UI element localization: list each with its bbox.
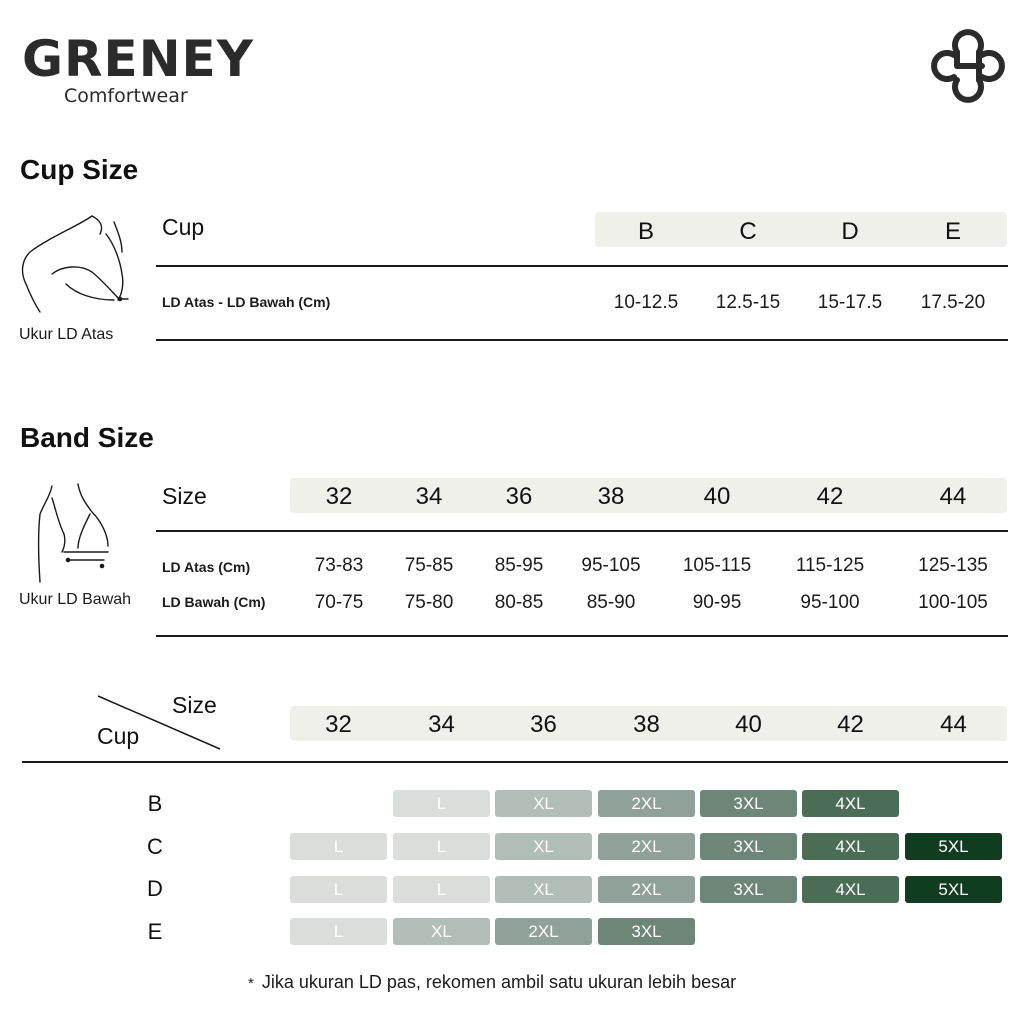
band-atas-36: 85-95 bbox=[494, 555, 544, 576]
matrix-cell-b-42: 4XL bbox=[802, 790, 899, 817]
matrix-cup-e: E bbox=[147, 919, 163, 944]
band-atas-34: 75-85 bbox=[404, 555, 454, 576]
band-bawah-38: 85-90 bbox=[586, 592, 636, 613]
footnote-text: Jika ukuran LD pas, rekomen ambil satu ukuran lebih besar bbox=[261, 972, 737, 992]
band-bawah-36: 80-85 bbox=[494, 592, 544, 613]
matrix-cell-c-44: 5XL bbox=[905, 833, 1002, 860]
band-bawah-42: 95-100 bbox=[800, 592, 860, 613]
matrix-cell-b-38: 2XL bbox=[598, 790, 695, 817]
matrix-cell-c-42: 4XL bbox=[802, 833, 899, 860]
matrix-cell-b-34: L bbox=[393, 790, 490, 817]
matrix-size-label: Size bbox=[172, 692, 217, 718]
band-header-40: 40 bbox=[703, 483, 731, 510]
band-bawah-44: 100-105 bbox=[918, 592, 988, 613]
cup-value-d: 15-17.5 bbox=[817, 292, 883, 313]
cup-bottom-divider bbox=[156, 339, 1008, 341]
band-header-44: 44 bbox=[939, 483, 967, 510]
matrix-header-44: 44 bbox=[940, 711, 967, 738]
cup-header-label: Cup bbox=[162, 214, 205, 240]
footnote-marker: * bbox=[248, 975, 254, 992]
matrix-cup-b: B bbox=[147, 791, 163, 816]
matrix-cell-b-40: 3XL bbox=[700, 790, 797, 817]
matrix-cup-label: Cup bbox=[97, 723, 140, 749]
cup-value-e: 17.5-20 bbox=[920, 292, 986, 313]
cup-header-b: B bbox=[637, 218, 654, 245]
band-atas-44: 125-135 bbox=[918, 555, 988, 576]
matrix-cell-c-34: L bbox=[393, 833, 490, 860]
matrix-header-32: 32 bbox=[325, 711, 352, 738]
band-bawah-32: 70-75 bbox=[314, 592, 364, 613]
band-atas-38: 95-105 bbox=[581, 555, 641, 576]
matrix-cell-d-42: 4XL bbox=[802, 876, 899, 903]
matrix-header-36: 36 bbox=[530, 711, 557, 738]
band-bawah-40: 90-95 bbox=[692, 592, 742, 613]
matrix-cell-d-38: 2XL bbox=[598, 876, 695, 903]
band-bawah-34: 75-80 bbox=[404, 592, 454, 613]
matrix-cell-e-34: XL bbox=[393, 918, 490, 945]
band-measure-illustration bbox=[30, 482, 120, 584]
matrix-cell-c-32: L bbox=[290, 833, 387, 860]
cup-value-c: 12.5-15 bbox=[715, 292, 781, 313]
cup-size-title: Cup Size bbox=[20, 154, 139, 185]
matrix-cell-e-36: 2XL bbox=[495, 918, 592, 945]
cup-value-b: 10-12.5 bbox=[613, 292, 679, 313]
cup-header-e: E bbox=[944, 218, 961, 245]
matrix-cup-d: D bbox=[147, 876, 163, 901]
matrix-cell-c-36: XL bbox=[495, 833, 592, 860]
cup-header-c: C bbox=[739, 218, 757, 245]
cup-header-divider bbox=[156, 265, 1008, 267]
band-row-label-bawah: LD Bawah (Cm) bbox=[162, 594, 266, 610]
band-header-label: Size bbox=[162, 483, 207, 509]
matrix-header-42: 42 bbox=[837, 711, 864, 738]
band-header-42: 42 bbox=[816, 483, 844, 510]
matrix-cell-d-40: 3XL bbox=[700, 876, 797, 903]
band-atas-40: 105-115 bbox=[682, 555, 752, 576]
bust-measure-illustration bbox=[18, 212, 134, 318]
cup-header-d: D bbox=[841, 218, 859, 245]
matrix-cell-c-38: 2XL bbox=[598, 833, 695, 860]
band-row-label-atas: LD Atas (Cm) bbox=[162, 559, 251, 575]
matrix-cell-e-38: 3XL bbox=[598, 918, 695, 945]
cup-row-label: LD Atas - LD Bawah (Cm) bbox=[162, 294, 331, 310]
matrix-cell-e-32: L bbox=[290, 918, 387, 945]
band-header-32: 32 bbox=[325, 483, 353, 510]
band-size-title: Band Size bbox=[20, 422, 154, 453]
matrix-cup-c: C bbox=[147, 834, 163, 859]
brand-tagline: Comfortwear bbox=[64, 85, 188, 107]
matrix-header-34: 34 bbox=[428, 711, 455, 738]
brand-name: GRENEY bbox=[22, 30, 254, 88]
matrix-cell-d-36: XL bbox=[495, 876, 592, 903]
band-header-38: 38 bbox=[597, 483, 625, 510]
matrix-cell-b-36: XL bbox=[495, 790, 592, 817]
matrix-cell-d-32: L bbox=[290, 876, 387, 903]
matrix-header-divider bbox=[22, 761, 1008, 763]
greney-clover-logo-icon bbox=[928, 26, 1008, 106]
matrix-cell-d-44: 5XL bbox=[905, 876, 1002, 903]
matrix-cell-d-34: L bbox=[393, 876, 490, 903]
band-header-34: 34 bbox=[415, 483, 443, 510]
band-bottom-divider bbox=[156, 635, 1008, 637]
band-header-divider bbox=[156, 530, 1008, 532]
band-atas-42: 115-125 bbox=[795, 555, 865, 576]
matrix-header-38: 38 bbox=[633, 711, 660, 738]
cup-illustration-caption: Ukur LD Atas bbox=[19, 326, 114, 343]
matrix-cell-c-40: 3XL bbox=[700, 833, 797, 860]
band-illustration-caption: Ukur LD Bawah bbox=[19, 591, 132, 608]
matrix-header-40: 40 bbox=[735, 711, 762, 738]
band-header-36: 36 bbox=[505, 483, 533, 510]
footnote bbox=[248, 972, 736, 993]
band-atas-32: 73-83 bbox=[314, 555, 364, 576]
